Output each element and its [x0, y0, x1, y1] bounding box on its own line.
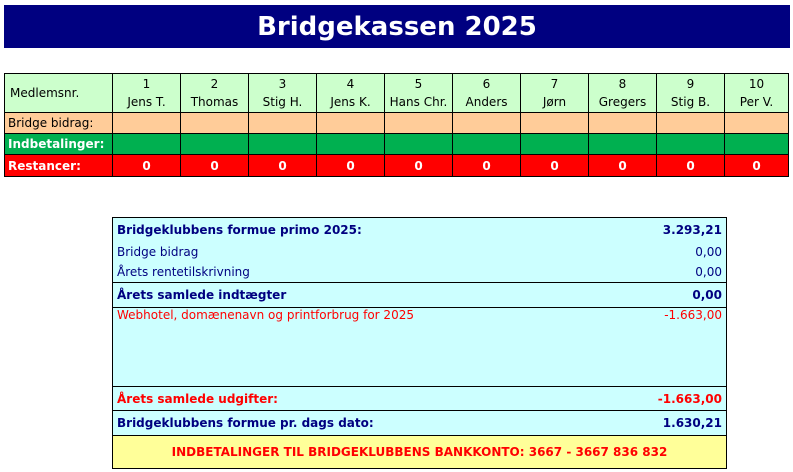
member-number: 1 [142, 77, 151, 91]
rente-value[interactable]: 0,00 [593, 262, 727, 283]
member-name: Hans Chr. [389, 95, 448, 109]
member-number: 5 [414, 77, 423, 91]
bidrag-cell[interactable] [249, 113, 317, 134]
member-name: Jens T. [127, 95, 166, 109]
bank-row [113, 436, 727, 469]
member-number: 3 [278, 77, 287, 91]
formue-row [113, 411, 727, 436]
indbetaling-cell[interactable] [385, 134, 453, 155]
member-header-cell[interactable] [113, 74, 181, 113]
rente-row [113, 262, 727, 283]
bidrag-cell[interactable] [181, 113, 249, 134]
indbetaling-cell[interactable] [249, 134, 317, 155]
formue-value[interactable]: 1.630,21 [593, 411, 727, 436]
indtaegter-value[interactable]: 0,00 [593, 283, 727, 308]
restance-cell[interactable]: 0 [657, 155, 725, 177]
member-number: 8 [618, 77, 627, 91]
member-header-cell[interactable] [521, 74, 589, 113]
indbetaling-cell[interactable] [589, 134, 657, 155]
member-header-cell[interactable] [249, 74, 317, 113]
rente-label: Årets rentetilskrivning [113, 262, 593, 283]
restance-cell[interactable]: 0 [113, 155, 181, 177]
member-name: Stig B. [670, 95, 711, 109]
bidrag-income-value[interactable]: 0,00 [593, 242, 727, 262]
member-name: Stig H. [262, 95, 303, 109]
bidrag-cell[interactable] [385, 113, 453, 134]
member-header-cell[interactable] [317, 74, 385, 113]
primo-row [113, 218, 727, 243]
member-number-label: Medlemsnr. [5, 74, 113, 113]
formue-label: Bridgeklubbens formue pr. dags dato: [113, 411, 593, 436]
member-number: 10 [748, 77, 765, 91]
member-name: Anders [465, 95, 508, 109]
bidrag-cell[interactable] [725, 113, 789, 134]
indbetaling-cell[interactable] [113, 134, 181, 155]
member-header-cell[interactable] [657, 74, 725, 113]
finance-table [112, 217, 727, 469]
bidrag-cell[interactable] [521, 113, 589, 134]
indbetaling-cell[interactable] [317, 134, 385, 155]
indbetalinger-row [5, 134, 789, 155]
member-name: Per V. [739, 95, 774, 109]
bidrag-income-label: Bridge bidrag [113, 242, 593, 262]
primo-value[interactable]: 3.293,21 [593, 218, 727, 243]
restance-cell[interactable]: 0 [725, 155, 789, 177]
bidrag-income-row [113, 242, 727, 262]
member-header-cell[interactable] [385, 74, 453, 113]
member-number: 9 [686, 77, 695, 91]
member-header-cell[interactable] [589, 74, 657, 113]
restance-cell[interactable]: 0 [385, 155, 453, 177]
member-number: 6 [482, 77, 491, 91]
bidrag-cell[interactable] [657, 113, 725, 134]
indbetaling-cell[interactable] [657, 134, 725, 155]
member-number: 7 [550, 77, 559, 91]
restance-cell[interactable]: 0 [453, 155, 521, 177]
restance-cell[interactable]: 0 [181, 155, 249, 177]
member-header-cell[interactable] [181, 74, 249, 113]
page-title: Bridgekassen 2025 [4, 5, 790, 48]
udgifter-row [113, 387, 727, 411]
member-name: Jørn [542, 95, 567, 109]
indbetalinger-label: Indbetalinger: [5, 134, 113, 155]
member-header-cell[interactable] [453, 74, 521, 113]
bidrag-label: Bridge bidrag: [5, 113, 113, 134]
restance-cell[interactable]: 0 [317, 155, 385, 177]
indtaegter-label: Årets samlede indtægter [113, 283, 593, 308]
bank-account-banner: INDBETALINGER TIL BRIDGEKLUBBENS BANKKONTO: 3667 - 3667 836 832 [113, 436, 727, 469]
member-number: 4 [346, 77, 355, 91]
member-header-row [5, 74, 789, 113]
indbetaling-cell[interactable] [725, 134, 789, 155]
indtaegter-row [113, 283, 727, 308]
members-table [4, 73, 789, 177]
restancer-row [5, 155, 789, 177]
bidrag-cell[interactable] [453, 113, 521, 134]
primo-label: Bridgeklubbens formue primo 2025: [113, 218, 593, 243]
indbetaling-cell[interactable] [453, 134, 521, 155]
expense-spacer [113, 328, 727, 387]
bidrag-cell[interactable] [113, 113, 181, 134]
bidrag-cell[interactable] [589, 113, 657, 134]
restance-cell[interactable]: 0 [521, 155, 589, 177]
bidrag-cell[interactable] [317, 113, 385, 134]
expense-row [113, 308, 727, 329]
indbetaling-cell[interactable] [521, 134, 589, 155]
empty-cell[interactable] [113, 328, 593, 387]
udgifter-value[interactable]: -1.663,00 [593, 387, 727, 411]
restance-cell[interactable]: 0 [589, 155, 657, 177]
expense-value[interactable]: -1.663,00 [593, 308, 727, 329]
member-name: Gregers [598, 95, 647, 109]
empty-cell[interactable] [593, 328, 727, 387]
member-name: Thomas [190, 95, 239, 109]
udgifter-label: Årets samlede udgifter: [113, 387, 593, 411]
member-number: 2 [210, 77, 219, 91]
member-name: Jens K. [330, 95, 371, 109]
restance-cell[interactable]: 0 [249, 155, 317, 177]
indbetaling-cell[interactable] [181, 134, 249, 155]
expense-label: Webhotel, domænenavn og printforbrug for 2025 [113, 308, 593, 329]
bidrag-row [5, 113, 789, 134]
restancer-label: Restancer: [5, 155, 113, 177]
member-header-cell[interactable] [725, 74, 789, 113]
